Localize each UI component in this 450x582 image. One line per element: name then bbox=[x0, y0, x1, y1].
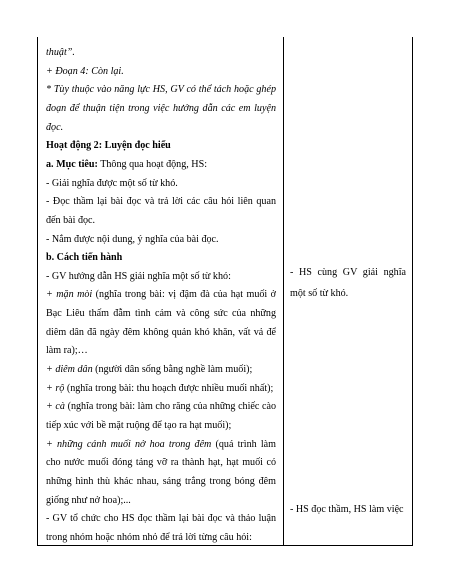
text-line: thuật”. bbox=[46, 47, 75, 58]
text-span: Thông qua hoạt động, HS: bbox=[97, 158, 208, 170]
text-span: (người dân sống bằng nghề làm muối); bbox=[92, 364, 253, 376]
text-line: - Nắm được nội dung, ý nghĩa của bài đọc. bbox=[46, 233, 219, 245]
text-line: đoạn để thuận tiện trong việc hướng dẫn các em luyện bbox=[46, 102, 276, 114]
text-line: Bạc Liêu thấm đẫm tình cảm và công sức của những bbox=[46, 308, 276, 320]
subheading: b. Cách tiến hành bbox=[46, 252, 123, 264]
text-line bbox=[46, 363, 252, 376]
term: + những cánh muối nở hoa trong đêm bbox=[46, 438, 212, 450]
term: + rộ bbox=[46, 382, 65, 394]
text-line bbox=[46, 158, 207, 171]
text-span: (nghĩa trong bài: vị đậm đà của hạt muối ở bbox=[92, 289, 276, 301]
table-border-right bbox=[412, 37, 413, 545]
section-heading: Hoạt động 2: Luyện đọc hiểu bbox=[46, 140, 171, 152]
term: + diêm dân bbox=[46, 364, 93, 376]
text-span: (nghĩa trong bài: làm cho răng của những chiếc cào bbox=[64, 401, 276, 413]
table-column-divider bbox=[283, 37, 284, 545]
text-line: trong nhóm hoặc nhóm nhỏ để trả lời từng câu hỏi: bbox=[46, 531, 252, 543]
text-line: - HS đọc thầm, HS làm việc bbox=[290, 503, 404, 515]
text-line bbox=[46, 382, 273, 395]
text-line: đọc. bbox=[46, 121, 64, 133]
text-line bbox=[46, 438, 276, 451]
text-line: - Đọc thầm lại bài đọc và trả lời các câu hỏi liên quan bbox=[46, 196, 276, 208]
text-line: giống như nở hoa);... bbox=[46, 494, 131, 506]
text-line: làm ra);… bbox=[46, 345, 88, 357]
text-line: - HS cùng GV giải nghĩa bbox=[290, 267, 406, 279]
text-span: (nghĩa trong bài: thu hoạch được nhiều muối nhất); bbox=[64, 382, 274, 394]
text-line bbox=[46, 288, 276, 301]
text-line: cho nước muối đóng tảng vỡ ra thành hạt, hạt muối có bbox=[46, 457, 276, 469]
text-line: - GV hướng dẫn HS giải nghĩa một số từ khó: bbox=[46, 270, 231, 282]
table-border-bottom bbox=[37, 545, 413, 546]
text-line bbox=[46, 400, 276, 413]
text-line: một số từ khó. bbox=[290, 287, 349, 299]
text-line: đến bài đọc. bbox=[46, 214, 96, 226]
text-line: diêm dân đã ngày đêm không quản khó khăn, vất vả để bbox=[46, 326, 276, 338]
text-line: + Đoạn 4: Còn lại. bbox=[46, 65, 124, 77]
term: + mặn mòi bbox=[46, 289, 93, 301]
text-line: * Tùy thuộc vào năng lực HS, GV có thể tách hoặc ghép bbox=[46, 84, 276, 96]
text-line: những hình thù khác nhau, sáng trắng trong bóng đêm bbox=[46, 475, 276, 487]
text-span: (quá trình làm bbox=[211, 438, 276, 450]
term: + cà bbox=[46, 401, 65, 413]
text-line: tiếp xúc với bề mặt ruộng để tạo ra hạt muối); bbox=[46, 420, 232, 431]
text-line: - Giải nghĩa được một số từ khó. bbox=[46, 177, 178, 189]
text-line: - GV tổ chức cho HS đọc thầm lại bài đọc và thảo luận bbox=[46, 513, 276, 525]
table-border-left bbox=[37, 37, 38, 545]
subheading: a. Mục tiêu: bbox=[46, 158, 98, 170]
